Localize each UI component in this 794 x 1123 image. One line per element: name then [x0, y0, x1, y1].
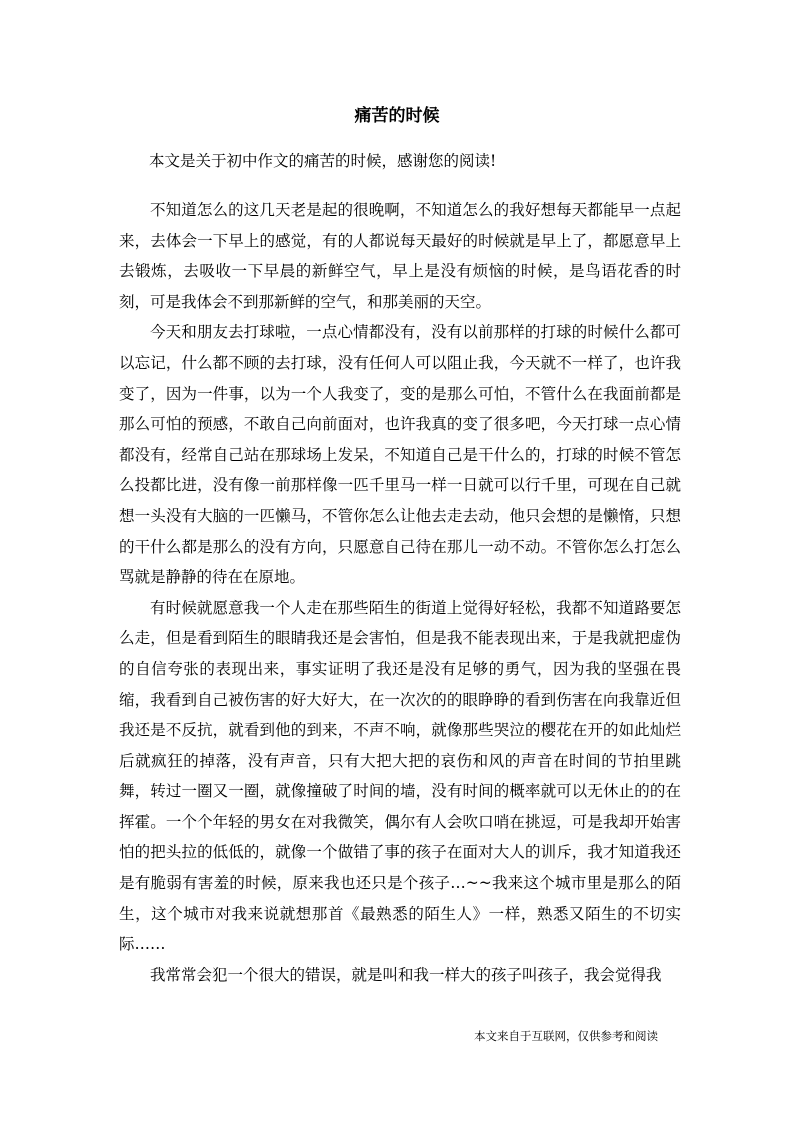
article-body [119, 195, 681, 990]
document-title: 痛苦的时候 [354, 106, 440, 126]
footer-note: 本文来自于互联网，仅供参考和阅读 [474, 1029, 658, 1043]
paragraph: 不知道怎么的这几天老是起的很晚啊，不知道怎么的我好想每天都能早一点起来，去体会一下早上的感觉，有的人都说每天最好的时候就是早上了，都愿意早上去锻炼，去吸收一下早晨的新鲜空气，早上是没有烦恼的时候，是鸟语花香的时刻，可是我体会不到那新鲜的空气，和那美丽的天空。 [119, 201, 681, 311]
paragraph: 今天和朋友去打球啦，一点心情都没有，没有以前那样的打球的时候什么都可以忘记，什么都不顾的去打球，没有任何人可以阻止我，今天就不一样了，也许我变了，因为一件事，以为一个人我变了，变的是那么可怕，不管什么在我面前都是那么可怕的预感，不敢自己向前面对，也许我真的变了很多吧，今天打球一点心情都没有，经常自己站在那球场上发呆，不知道自己是干什么的，打球的时候不管怎么投都比进，没有像一前那样像一匹千里马一样一日就可以行千里，可现在自己就想一头没有大脑的一匹懒马，不管你怎么让他去走去动，他只会想的是懒惰，只想的干什么都是那么的没有方向，只愿意自己待在那儿一动不动。不管你怎么打怎么骂就是静静的待在在原地。 [119, 323, 681, 587]
paragraph: 我常常会犯一个很大的错误，就是叫和我一样大的孩子叫孩子，我会觉得我 [150, 965, 662, 984]
intro-line: 本文是关于初中作文的痛苦的时候，感谢您的阅读! [149, 152, 497, 170]
paragraph: 有时候就愿意我一个人走在那些陌生的街道上觉得好轻松，我都不知道路要怎么走，但是看到陌生的眼睛我还是会害怕，但是我不能表现出来，于是我就把虚伪的自信夸张的表现出来，事实证明了我还是没有足够的勇气，因为我的坚强在畏缩，我看到自己被伤害的好大好大，在一次次的的眼睁睁的看到伤害在向我靠近但我还是不反抗，就看到他的到来，不声不响，就像那些哭泣的樱花在开的如此灿烂后就疯狂的掉落，没有声音，只有大把大把的哀伤和风的声音在时间的节拍里跳舞，转过一圈又一圈，就像撞破了时间的墙，没有时间的概率就可以无休止的的在挥霍。一个个年轻的男女在对我微笑，偶尔有人会吹口哨在挑逗，可是我却开始害怕的把头拉的低低的，就像一个做错了事的孩子在面对大人的训斥，我才知道我还是有脆弱有害羞的时候，原来我也还只是个孩子…~~我来这个城市里是那么的陌生，这个城市对我来说就想那首《最熟悉的陌生人》一样，熟悉又陌生的不切实际…… [119, 598, 681, 954]
